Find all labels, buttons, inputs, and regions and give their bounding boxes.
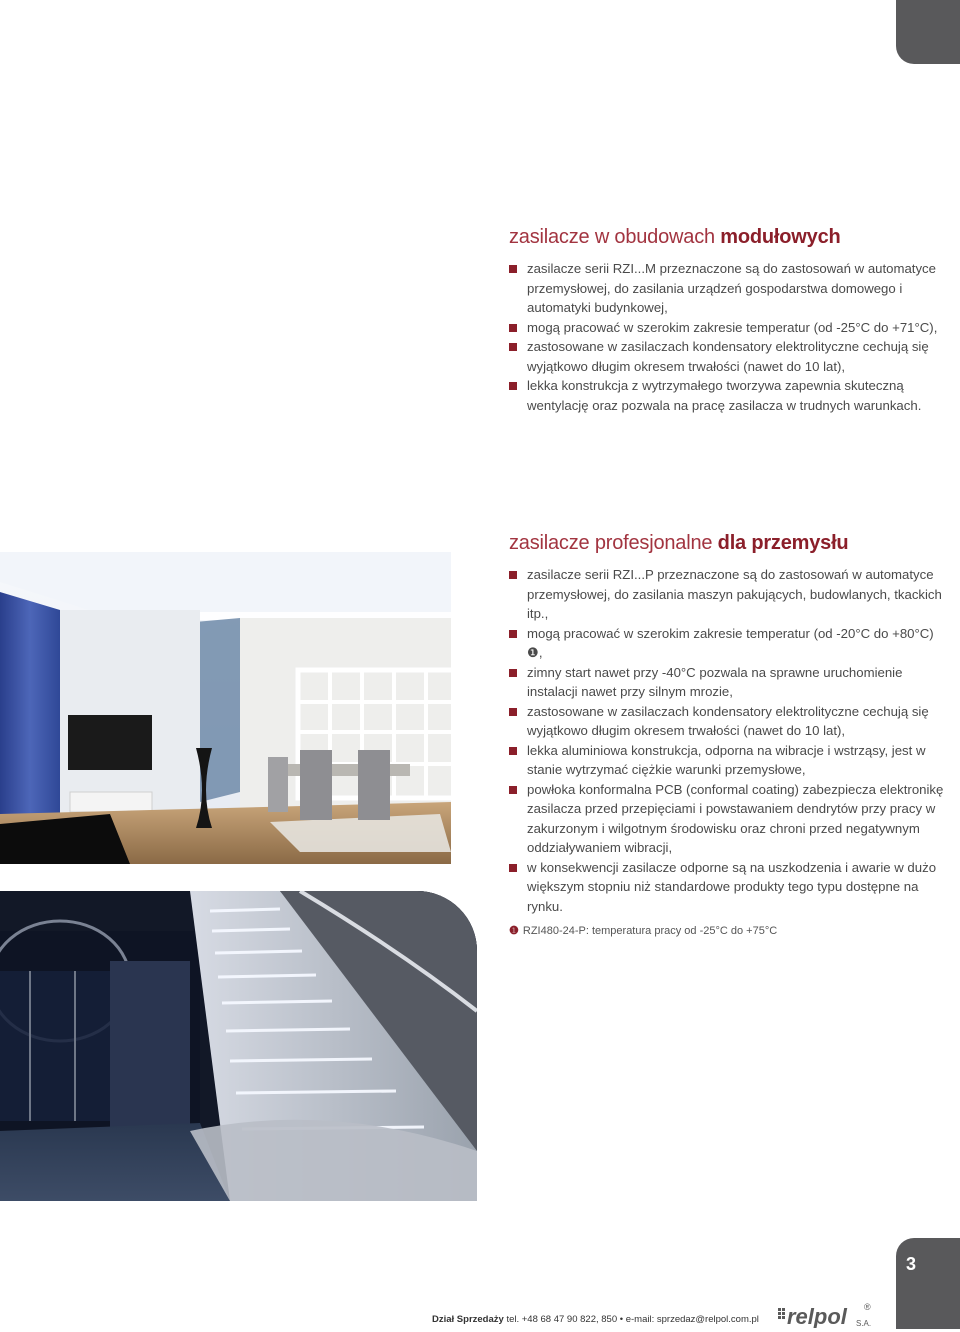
bullet-square-icon [509,747,517,755]
list-item: zastosowane w zasilaczach kondensatory elektrolityczne cechują się wyjątkowo długim okresem trwałości (nawet do 10 lat), [509,337,949,376]
relpol-logo [776,1298,886,1328]
bullet-list [509,259,949,415]
bullet-square-icon [509,708,517,716]
bullet-square-icon [509,669,517,677]
svg-text:relpol: relpol [787,1304,847,1328]
bullet-square-icon [509,343,517,351]
list-item: zimny start nawet przy -40°C pozwala na sprawne uruchomienie instalacji nawet przy silnym mrozie, [509,663,949,702]
page-number: 3 [906,1254,917,1274]
interior-illustration [0,552,451,864]
list-item: zasilacze serii RZI...M przeznaczone są do zastosowań w automatyce przemysłowej, do zasilania urządzeń gospodarstwa domowego i automatyki budynkowej, [509,259,949,318]
section-modular [509,226,949,415]
page-number-tab [896,1238,960,1329]
bullet-list [509,565,949,916]
list-item: zastosowane w zasilaczach kondensatory elektrolityczne cechują się wyjątkowo długim okresem trwałości (nawet do 10 lat), [509,702,949,741]
list-item: zasilacze serii RZI...P przeznaczone są do zastosowań w automatyce przemysłowej, do zasilania maszyn pakujących, budowlanych, tkackich itp., [509,565,949,624]
bullet-square-icon [509,382,517,390]
svg-text:S.A.: S.A. [856,1319,872,1328]
section-title: zasilacze w obudowach modułowych [509,226,841,248]
svg-text:®: ® [864,1302,871,1312]
footnote: ❶ RZI480-24-P: temperatura pracy od -25°C do +75°C [509,925,778,937]
list-item: w konsekwencji zasilacze odporne są na uszkodzenia i awarie w dużo większym stopniu niż standardowe produkty tego typu dostępne na rynku. [509,858,949,917]
bullet-square-icon [509,864,517,872]
bullet-square-icon [509,324,517,332]
contact-line: Dział Sprzedaży tel. +48 68 47 90 822, 850 • e-mail: sprzedaz@relpol.com.pl [432,1314,759,1325]
interior-photo [0,552,451,864]
list-item: lekka aluminiowa konstrukcja, odporna na wibracje i wstrząsy, jest w stanie wytrzymać ciężkie warunki przemysłowe, [509,741,949,780]
bullet-square-icon [509,786,517,794]
list-item: mogą pracować w szerokim zakresie temperatur (od -20°C do +80°C) ❶, [509,624,949,663]
bullet-square-icon [509,630,517,638]
section-title: zasilacze profesjonalne dla przemysłu [509,532,849,554]
staircase-photo [0,891,477,1201]
list-item: mogą pracować w szerokim zakresie temperatur (od -25°C do +71°C), [509,318,949,338]
bullet-square-icon [509,571,517,579]
section-industrial [509,532,949,937]
corner-tab [896,0,960,64]
list-item: powłoka konformalna PCB (conformal coating) zabezpiecza elektronikę zasilacza przed przepięciami i powstawaniem dendrytów przy pracy w zakurzonym i wilgotnym środowisku oraz chroni przed negatywnym oddziaływaniem wibracji, [509,780,949,858]
bullet-square-icon [509,265,517,273]
staircase-illustration [0,891,477,1201]
list-item: lekka konstrukcja z wytrzymałego tworzywa zapewnia skuteczną wentylację oraz pozwala na pracę zasilacza w trudnych warunkach. [509,376,949,415]
relpol-logo-icon [776,1298,886,1328]
